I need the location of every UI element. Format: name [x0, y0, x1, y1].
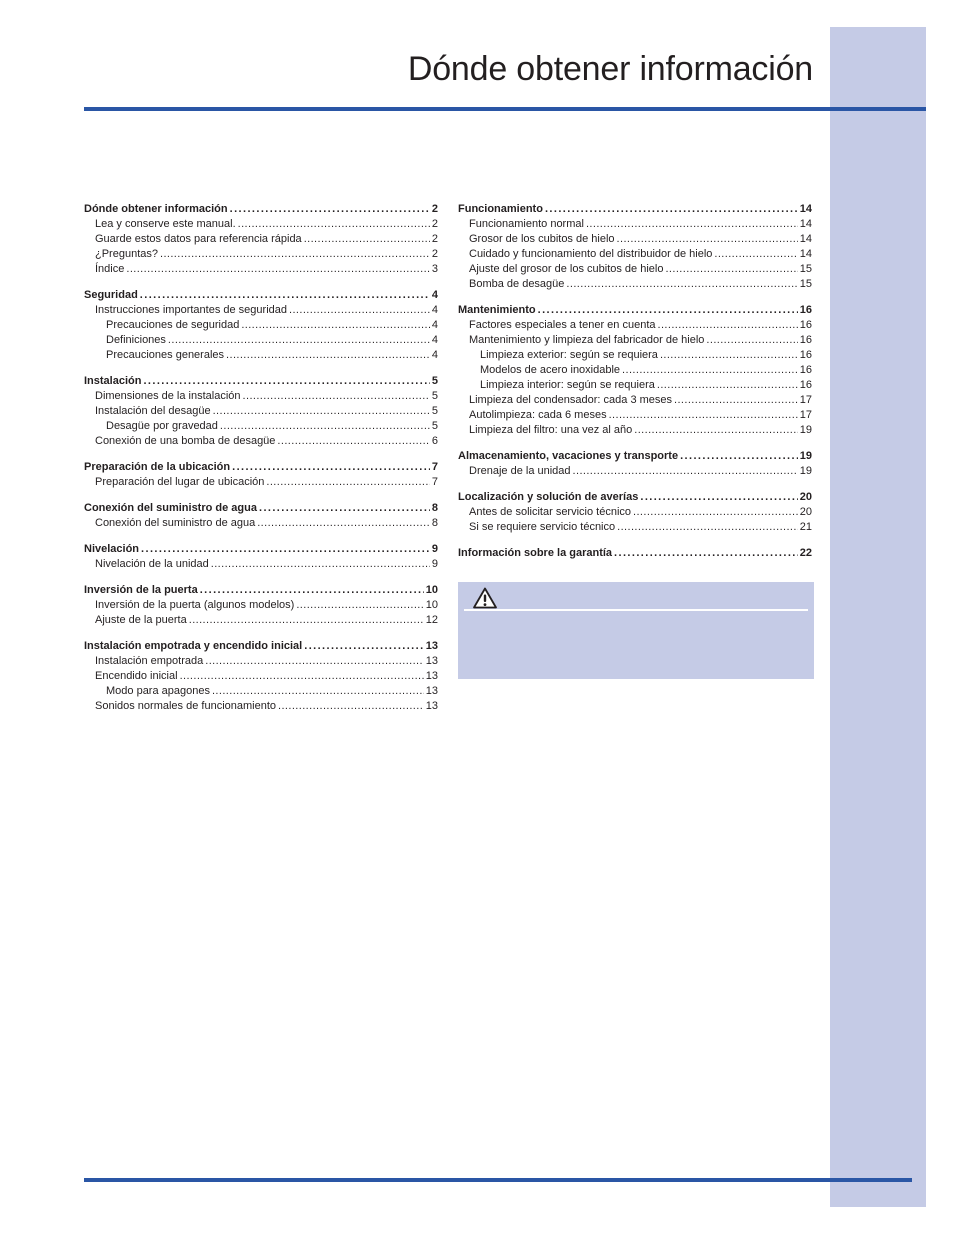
toc-label: Antes de solicitar servicio técnico — [469, 506, 632, 518]
toc-leader — [211, 557, 430, 572]
toc-leader — [617, 520, 798, 535]
toc-label: Si se requiere servicio técnico — [469, 521, 616, 533]
toc-leader — [259, 501, 430, 516]
toc-entry[interactable] — [84, 434, 438, 449]
toc-page-number: 20 — [799, 491, 812, 503]
toc-leader — [674, 393, 798, 408]
toc-entry[interactable] — [84, 318, 438, 333]
toc-entry[interactable] — [84, 404, 438, 419]
toc-section — [84, 460, 438, 490]
toc-page-number: 9 — [431, 558, 438, 570]
toc-heading[interactable] — [84, 460, 438, 475]
toc-page-number: 22 — [799, 547, 812, 559]
toc-entry[interactable] — [84, 654, 438, 669]
toc-label: Desagüe por gravedad — [106, 420, 218, 432]
toc-leader — [566, 277, 797, 292]
toc-label: Encendido inicial — [95, 670, 178, 682]
toc-leader — [278, 699, 424, 714]
toc-page-number: 4 — [431, 319, 438, 331]
toc-leader — [200, 583, 424, 598]
toc-leader — [614, 546, 798, 561]
toc-leader — [141, 542, 430, 557]
toc-page-number: 7 — [431, 476, 438, 488]
toc-page-number: 14 — [799, 233, 812, 245]
toc-entry[interactable] — [84, 232, 438, 247]
toc-page-number: 19 — [799, 465, 812, 477]
toc-heading[interactable] — [84, 639, 438, 654]
toc-leader — [213, 404, 430, 419]
toc-label: Instalación empotrada y encendido inicial — [84, 640, 303, 652]
toc-label: Grosor de los cubitos de hielo — [469, 233, 615, 245]
toc-entry[interactable] — [458, 464, 812, 479]
toc-label: Ajuste de la puerta — [95, 614, 187, 626]
toc-section — [458, 202, 812, 292]
toc-leader — [296, 598, 423, 613]
toc-label: Instalación empotrada — [95, 655, 204, 667]
toc-leader — [160, 247, 430, 262]
toc-entry[interactable] — [458, 393, 812, 408]
toc-entry[interactable] — [458, 408, 812, 423]
toc-page-number: 13 — [425, 655, 438, 667]
warning-triangle-icon — [472, 586, 498, 610]
toc-leader — [277, 434, 429, 449]
toc-page-number: 15 — [799, 278, 812, 290]
toc-label: Modo para apagones — [106, 685, 210, 697]
toc-heading[interactable] — [84, 583, 438, 598]
toc-entry[interactable] — [84, 333, 438, 348]
toc-entry[interactable] — [84, 262, 438, 277]
toc-label: Preparación del lugar de ubicación — [95, 476, 265, 488]
toc-label: Ajuste del grosor de los cubitos de hielo — [469, 263, 664, 275]
toc-label: Seguridad — [84, 289, 138, 301]
toc-label: Dimensiones de la instalación — [95, 390, 241, 402]
toc-section — [84, 501, 438, 531]
toc-heading[interactable] — [458, 303, 812, 318]
toc-page-number: 2 — [431, 233, 438, 245]
toc-entry[interactable] — [458, 378, 812, 393]
toc-page-number: 5 — [431, 405, 438, 417]
toc-entry[interactable] — [84, 389, 438, 404]
toc-heading[interactable] — [458, 546, 812, 561]
toc-leader — [304, 639, 424, 654]
toc-heading[interactable] — [84, 288, 438, 303]
toc-heading[interactable] — [84, 542, 438, 557]
toc-page-number: 21 — [799, 521, 812, 533]
toc-entry[interactable] — [84, 348, 438, 363]
toc-leader — [220, 419, 430, 434]
toc-leader — [634, 423, 797, 438]
toc-leader — [143, 374, 429, 389]
toc-leader — [241, 318, 430, 333]
toc-leader — [189, 613, 424, 628]
toc-leader — [680, 449, 798, 464]
toc-label: Instrucciones importantes de seguridad — [95, 304, 287, 316]
toc-label: Definiciones — [106, 334, 166, 346]
toc-label: Drenaje de la unidad — [469, 465, 571, 477]
toc-label: Limpieza exterior: según se requiera — [480, 349, 658, 361]
toc-heading[interactable] — [84, 501, 438, 516]
toc-leader — [657, 378, 798, 393]
toc-label: Instalación del desagüe — [95, 405, 211, 417]
toc-entry[interactable] — [458, 520, 812, 535]
toc-section — [84, 639, 438, 714]
toc-page-number: 16 — [799, 319, 812, 331]
toc-leader — [266, 475, 429, 490]
toc-page-number: 13 — [425, 640, 438, 652]
toc-page-number: 2 — [431, 218, 438, 230]
side-tab — [830, 27, 926, 1207]
toc-page-number: 16 — [799, 304, 812, 316]
toc-page-number: 5 — [431, 375, 438, 387]
warning-box — [458, 582, 814, 679]
top-rule — [84, 107, 926, 111]
toc-label: Conexión del suministro de agua — [95, 517, 256, 529]
toc-page-number: 5 — [431, 390, 438, 402]
toc-page-number: 20 — [799, 506, 812, 518]
toc-entry[interactable] — [458, 277, 812, 292]
toc-label: Preparación de la ubicación — [84, 461, 231, 473]
toc-label: Mantenimiento y limpieza del fabricador de hielo — [469, 334, 705, 346]
toc-leader — [205, 654, 424, 669]
toc-page-number: 2 — [431, 203, 438, 215]
toc-section — [84, 374, 438, 449]
toc-page-number: 6 — [431, 435, 438, 447]
toc-page-number: 4 — [431, 289, 438, 301]
toc-page-number: 19 — [799, 450, 812, 462]
toc-label: Nivelación — [84, 543, 140, 555]
toc-page-number: 15 — [799, 263, 812, 275]
toc-leader — [545, 202, 798, 217]
toc-leader — [586, 217, 798, 232]
toc-label: Bomba de desagüe — [469, 278, 565, 290]
toc-leader — [538, 303, 798, 318]
toc-page-number: 7 — [431, 461, 438, 473]
toc-leader — [212, 684, 424, 699]
toc-label: Instalación — [84, 375, 142, 387]
toc-leader — [257, 516, 430, 531]
toc-label: Almacenamiento, vacaciones y transporte — [458, 450, 679, 462]
toc-label: Limpieza del filtro: una vez al año — [469, 424, 633, 436]
toc-leader — [289, 303, 430, 318]
toc-leader — [660, 348, 798, 363]
toc-page-number: 14 — [799, 248, 812, 260]
toc-section — [84, 288, 438, 363]
toc-right-column — [458, 202, 812, 572]
toc-entry[interactable] — [458, 505, 812, 520]
toc-entry[interactable] — [84, 699, 438, 714]
toc-page-number: 5 — [431, 420, 438, 432]
toc-leader — [714, 247, 797, 262]
toc-leader — [140, 288, 430, 303]
toc-entry[interactable] — [84, 516, 438, 531]
toc-label: Conexión del suministro de agua — [84, 502, 257, 514]
toc-page-number: 16 — [799, 364, 812, 376]
toc-label: Autolimpieza: cada 6 meses — [469, 409, 607, 421]
toc-label: Inversión de la puerta (algunos modelos) — [95, 599, 295, 611]
toc-entry[interactable] — [84, 598, 438, 613]
toc-leader — [238, 217, 430, 232]
toc-page-number: 12 — [425, 614, 438, 626]
toc-entry[interactable] — [458, 247, 812, 262]
toc-page-number: 10 — [425, 584, 438, 596]
toc-page-number: 16 — [799, 379, 812, 391]
toc-leader — [609, 408, 798, 423]
toc-label: Cuidado y funcionamiento del distribuidor de hielo — [469, 248, 713, 260]
toc-page-number: 14 — [799, 218, 812, 230]
toc-entry[interactable] — [458, 333, 812, 348]
toc-label: Precauciones generales — [106, 349, 225, 361]
toc-entry[interactable] — [84, 684, 438, 699]
toc-heading[interactable] — [458, 202, 812, 217]
toc-page-number: 4 — [431, 334, 438, 346]
toc-left-column — [84, 202, 438, 725]
toc-entry[interactable] — [84, 217, 438, 232]
toc-entry[interactable] — [84, 475, 438, 490]
toc-leader — [226, 348, 430, 363]
toc-label: Información sobre la garantía — [458, 547, 613, 559]
toc-label: Funcionamiento — [458, 203, 543, 215]
toc-entry[interactable] — [458, 262, 812, 277]
toc-page-number: 16 — [799, 349, 812, 361]
toc-leader — [573, 464, 798, 479]
toc-entry[interactable] — [84, 557, 438, 572]
toc-section — [84, 202, 438, 277]
toc-leader — [617, 232, 798, 247]
toc-label: Guarde estos datos para referencia rápida — [95, 233, 302, 245]
toc-leader — [304, 232, 430, 247]
toc-leader — [640, 490, 797, 505]
toc-entry[interactable] — [458, 348, 812, 363]
toc-page-number: 8 — [431, 517, 438, 529]
toc-leader — [706, 333, 797, 348]
toc-entry[interactable] — [458, 217, 812, 232]
toc-label: Factores especiales a tener en cuenta — [469, 319, 656, 331]
toc-page-number: 4 — [431, 304, 438, 316]
toc-entry[interactable] — [84, 419, 438, 434]
toc-page-number: 19 — [799, 424, 812, 436]
toc-label: Precauciones de seguridad — [106, 319, 240, 331]
toc-page-number: 17 — [799, 409, 812, 421]
toc-page-number: 10 — [425, 599, 438, 611]
toc-leader — [622, 363, 798, 378]
toc-entry[interactable] — [458, 318, 812, 333]
toc-label: Nivelación de la unidad — [95, 558, 209, 570]
toc-section — [84, 583, 438, 628]
toc-section — [458, 303, 812, 438]
toc-label: ¿Preguntas? — [95, 248, 158, 260]
toc-leader — [180, 669, 424, 684]
toc-heading[interactable] — [84, 374, 438, 389]
bottom-rule — [84, 1178, 912, 1182]
toc-leader — [243, 389, 430, 404]
toc-page-number: 17 — [799, 394, 812, 406]
toc-heading[interactable] — [458, 490, 812, 505]
toc-label: Índice — [95, 263, 125, 275]
toc-label: Mantenimiento — [458, 304, 536, 316]
toc-label: Funcionamiento normal — [469, 218, 584, 230]
toc-entry[interactable] — [458, 232, 812, 247]
toc-label: Limpieza interior: según se requiera — [480, 379, 655, 391]
toc-page-number: 8 — [431, 502, 438, 514]
toc-label: Sonidos normales de funcionamiento — [95, 700, 277, 712]
toc-section — [84, 542, 438, 572]
toc-entry[interactable] — [84, 303, 438, 318]
toc-leader — [633, 505, 798, 520]
toc-page-number: 4 — [431, 349, 438, 361]
toc-section — [458, 449, 812, 479]
toc-label: Dónde obtener información — [84, 203, 228, 215]
toc-page-number: 9 — [431, 543, 438, 555]
toc-label: Modelos de acero inoxidable — [480, 364, 621, 376]
toc-page-number: 14 — [799, 203, 812, 215]
toc-page-number: 2 — [431, 248, 438, 260]
toc-entry[interactable] — [458, 423, 812, 438]
toc-label: Conexión de una bomba de desagüe — [95, 435, 276, 447]
toc-entry[interactable] — [458, 363, 812, 378]
toc-leader — [665, 262, 797, 277]
toc-label: Limpieza del condensador: cada 3 meses — [469, 394, 673, 406]
toc-entry[interactable] — [84, 247, 438, 262]
toc-page-number: 3 — [431, 263, 438, 275]
toc-heading[interactable] — [84, 202, 438, 217]
toc-page-number: 13 — [425, 685, 438, 697]
toc-label: Localización y solución de averías — [458, 491, 639, 503]
toc-leader — [232, 460, 430, 475]
toc-section — [458, 490, 812, 535]
toc-leader — [658, 318, 798, 333]
toc-label: Lea y conserve este manual. — [95, 218, 236, 230]
toc-page-number: 16 — [799, 334, 812, 346]
toc-label: Inversión de la puerta — [84, 584, 198, 596]
toc-heading[interactable] — [458, 449, 812, 464]
toc-leader — [126, 262, 430, 277]
warning-divider — [464, 609, 808, 611]
toc-entry[interactable] — [84, 613, 438, 628]
toc-page-number: 13 — [425, 700, 438, 712]
toc-leader — [168, 333, 430, 348]
toc-page-number: 13 — [425, 670, 438, 682]
toc-leader — [230, 202, 430, 217]
toc-entry[interactable] — [84, 669, 438, 684]
page-title: Dónde obtener información — [407, 50, 813, 88]
toc-section — [458, 546, 812, 561]
